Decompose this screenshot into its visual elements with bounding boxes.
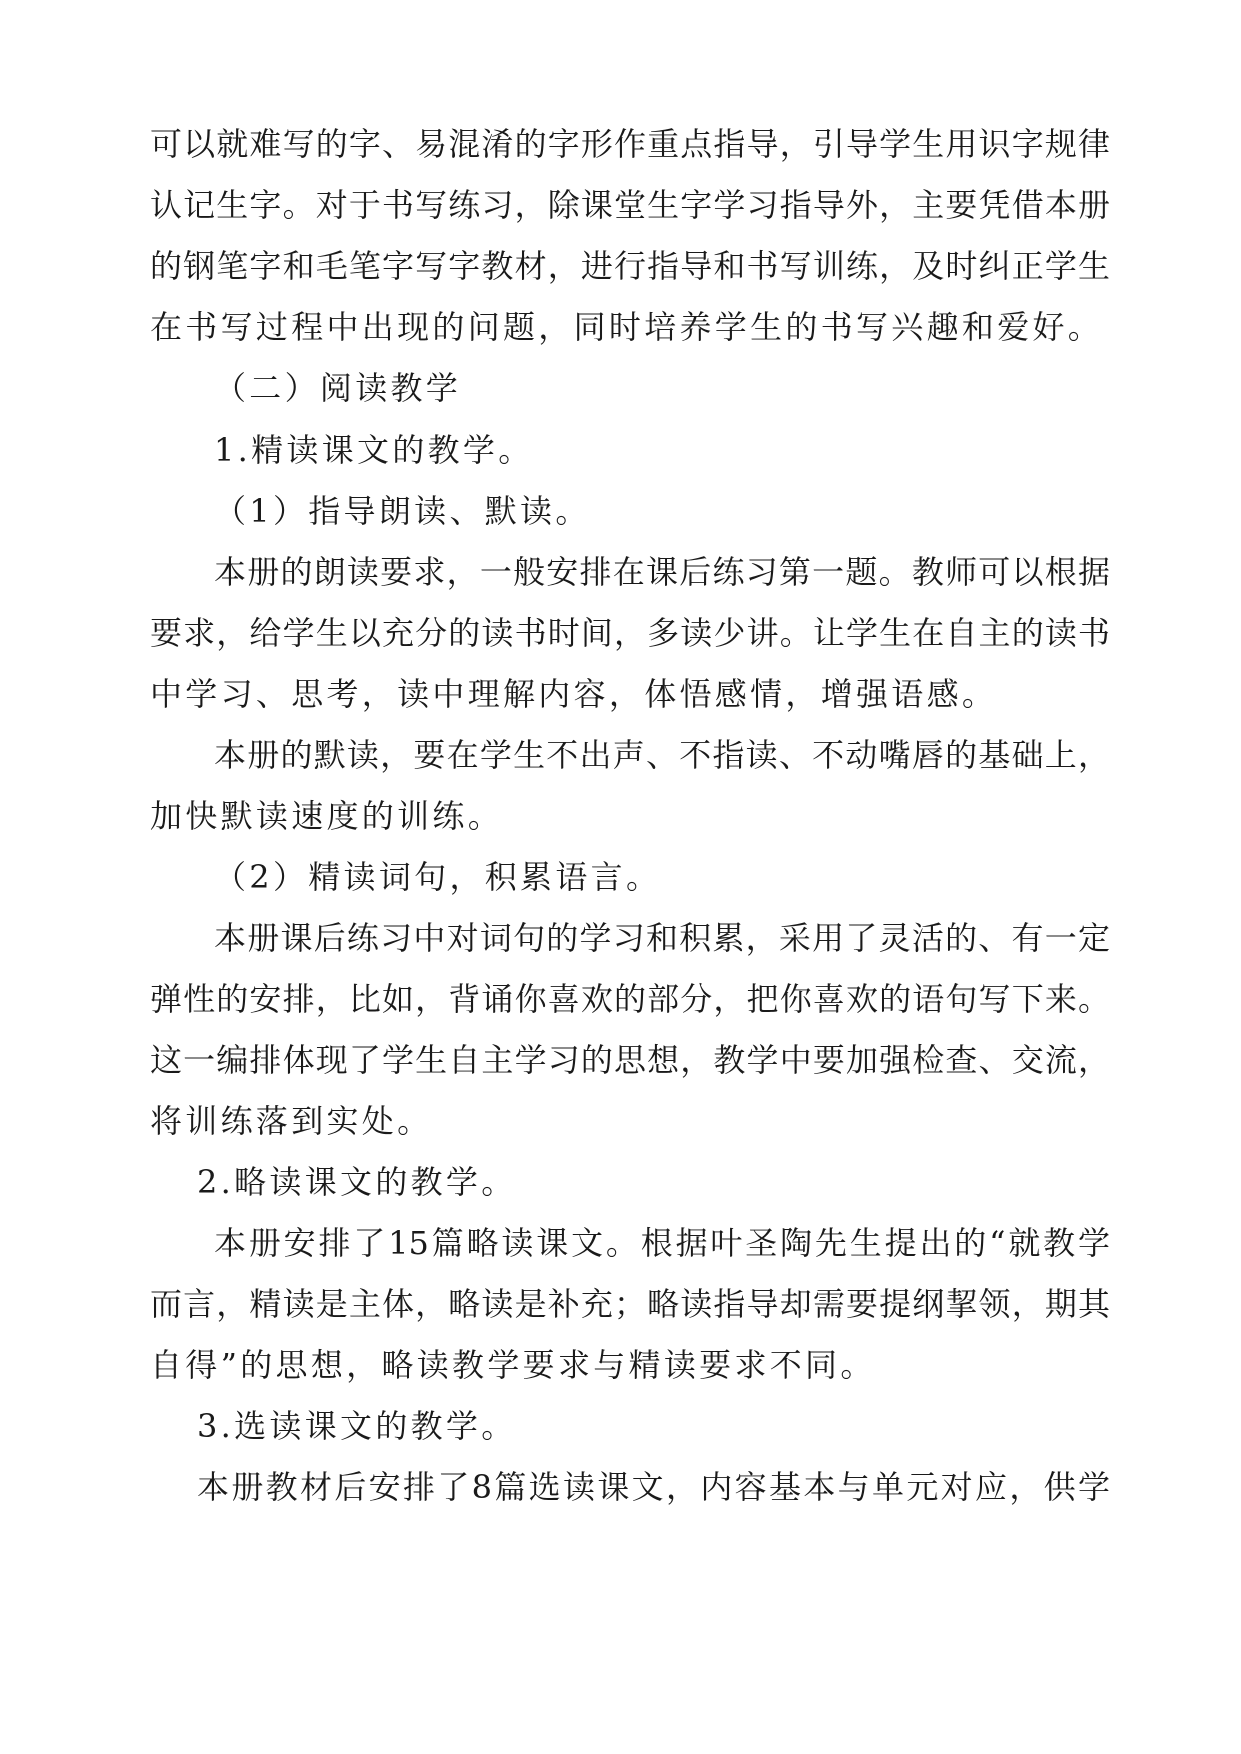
text-line: 在书写过程中出现的问题，同时培养学生的书写兴趣和爱好。 — [150, 308, 1104, 346]
subsection-heading: 1.精读课文的教学。 — [214, 431, 534, 469]
text-line: 可以就难写的字、易混淆的字形作重点指导，引导学生用识字规律 — [150, 125, 1110, 163]
text-line: 本册课后练习中对词句的学习和积累，采用了灵活的、有一定 — [214, 919, 1110, 957]
text-line: 而言，精读是主体，略读是补充；略读指导却需要提纲挈领，期其 — [150, 1285, 1110, 1323]
text-line: 本册的默读，要在学生不出声、不指读、不动嘴唇的基础上， — [214, 736, 1110, 774]
text-line: 本册的朗读要求，一般安排在课后练习第一题。教师可以根据 — [214, 553, 1110, 591]
subsection-heading: 2.略读课文的教学。 — [197, 1163, 517, 1201]
subsection-heading: （1）指导朗读、默读。 — [214, 492, 591, 530]
text-line: 这一编排体现了学生自主学习的思想，教学中要加强检查、交流， — [150, 1041, 1110, 1079]
text-line: 中学习、思考，读中理解内容，体悟感情，增强语感。 — [150, 675, 998, 713]
subsection-heading: （2）精读词句，积累语言。 — [214, 858, 662, 896]
text-line: 本册安排了15篇略读课文。根据叶圣陶先生提出的“就教学 — [214, 1224, 1110, 1262]
text-line: 要求，给学生以充分的读书时间，多读少讲。让学生在自主的读书 — [150, 614, 1110, 652]
text-line: 认记生字。对于书写练习，除课堂生字学习指导外，主要凭借本册 — [150, 186, 1110, 224]
text-line: 弹性的安排，比如，背诵你喜欢的部分，把你喜欢的语句写下来。 — [150, 980, 1110, 1018]
section-heading: （二）阅读教学 — [214, 369, 462, 407]
text-line: 将训练落到实处。 — [150, 1102, 433, 1140]
text-line: 加快默读速度的训练。 — [150, 797, 504, 835]
text-line: 自得”的思想，略读教学要求与精读要求不同。 — [150, 1346, 876, 1384]
subsection-heading: 3.选读课文的教学。 — [197, 1407, 517, 1445]
text-line: 的钢笔字和毛笔字写字教材，进行指导和书写训练，及时纠正学生 — [150, 247, 1110, 285]
text-line: 本册教材后安排了8篇选读课文，内容基本与单元对应，供学 — [197, 1468, 1110, 1506]
